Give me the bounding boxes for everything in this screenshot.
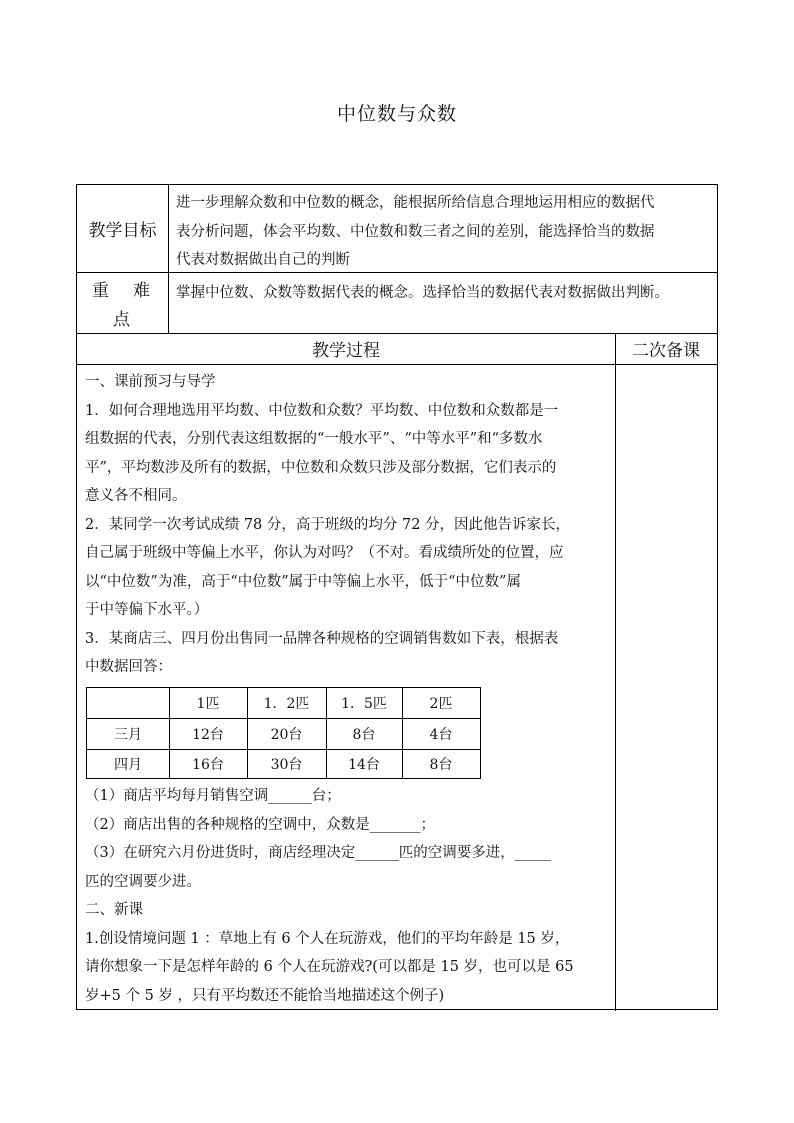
sales-table (86, 687, 481, 779)
new-lesson-line: 1.创设情境问题 1 ：草地上有 6 个人在玩游戏，他们的平均年龄是 15 岁， (85, 930, 570, 947)
key-points-label-part: 难 (133, 281, 150, 301)
question-2-line: 以“中位数”为准，高于“中位数”属于中等偏上水平，低于“中位数”属 (85, 573, 521, 590)
answer-blank[interactable]: ______ (355, 845, 399, 861)
sub-question-text: （1）商店平均每月销售空调 (85, 788, 269, 804)
question-2-line: 2．某同学一次考试成绩 78 分，高于班级的均分 72 分，因此他告诉家长， (85, 516, 571, 533)
sub-question-text: （3）在研究六月份进货时，商店经理决定 (85, 845, 356, 861)
new-lesson-line: 请你想象一下是怎样年龄的 6 个人在玩游戏?(可以都是 15 岁，也可以是 65 (85, 959, 574, 975)
sales-table-cell: 8台 (429, 757, 453, 773)
sales-table-cell: 四月 (114, 757, 142, 773)
new-lesson-line: 岁+5 个 5 岁 ，只有平均数还不能恰当地描述这个例子) (85, 987, 445, 1004)
key-points-label (77, 272, 168, 333)
key-points-text: 掌握中位数、众数等数据代表的概念。选择恰当的数据代表对数据做出判断。 (176, 285, 669, 301)
objective-line: 进一步理解众数和中位数的概念，能根据所给信息合理地运用相应的数据代 (176, 195, 655, 211)
second-prep-header: 二次备课 (632, 341, 700, 361)
question-2-line: 自己属于班级中等偏上水平，你认为对吗？（不对。看成绩所处的位置，应 (85, 545, 564, 561)
question-1-line: 1．如何合理地选用平均数、中位数和众数？平均数、中位数和众数都是一 (85, 402, 559, 419)
sub-question-1 (85, 782, 613, 811)
sales-table-cell: 三月 (114, 726, 142, 743)
sales-table-cell: 14台 (348, 757, 380, 773)
sub-question-3-continued: 匹的空调要少进。 (85, 873, 201, 890)
sales-table-cell: 8台 (352, 726, 376, 743)
answer-blank[interactable]: _____ (514, 845, 551, 861)
notes-column-divider (615, 333, 616, 1011)
sub-question-text: ； (420, 816, 435, 833)
sales-table-cell: 16台 (192, 757, 224, 773)
question-3-line: 3．某商店三、四月份出售同一品牌各种规格的空调销售数如下表，根据表 (85, 630, 559, 647)
sales-table-header: 2匹 (429, 696, 453, 712)
key-points-label-part: 点 (113, 310, 130, 330)
lesson-plan-table (76, 184, 718, 1010)
question-1-line: 组数据的代表，分别代表这组数据的“一般水平”、“中等水平”和“多数水 (85, 431, 543, 447)
objective-label: 教学目标 (88, 221, 157, 241)
key-points-label-part: 重 (92, 281, 109, 301)
sub-question-text: （2）商店出售的各种规格的空调中，众数是 (85, 816, 370, 833)
objective-line: 代表对数据做出自己的判断 (176, 252, 350, 268)
process-content (85, 368, 613, 682)
sales-table-header: 1匹 (196, 696, 220, 712)
row-divider (77, 364, 717, 365)
question-2-line: 于中等偏下水平。） (85, 602, 209, 618)
sales-table-cell: 12台 (192, 726, 224, 743)
question-1-line: 平”，平均数涉及所有的数据，中位数和众数只涉及部分数据，它们表示的 (85, 459, 557, 476)
answer-blank[interactable]: ______ (268, 788, 312, 804)
sales-table-header (87, 688, 169, 718)
objective-text (176, 189, 716, 275)
section-title: 二、新课 (85, 902, 143, 918)
label-column-divider (168, 185, 169, 333)
sub-question-text: 台； (311, 788, 341, 804)
process-header: 教学过程 (312, 341, 380, 361)
section-title: 一、课前预习与导学 (85, 374, 216, 390)
objective-line: 表分析问题，体会平均数、中位数和数三者之间的差别，能选择恰当的数据 (176, 223, 655, 240)
process-content-continued (85, 782, 613, 1010)
sales-table-cell: 4台 (429, 726, 453, 743)
question-3-line: 中数据回答： (85, 659, 172, 675)
sub-question-2 (85, 811, 613, 840)
sub-question-text: 匹的空调要多进， (398, 845, 515, 861)
sales-table-cell: 30台 (270, 757, 303, 773)
page-title: 中位数与众数 (336, 103, 457, 125)
sales-table-header: 1．5匹 (341, 696, 387, 712)
answer-blank[interactable]: _______ (369, 816, 421, 833)
sales-table-header: 1．2匹 (263, 696, 310, 712)
sales-table-cell: 20台 (270, 726, 303, 743)
question-1-line: 意义各不相同。 (85, 488, 187, 504)
sub-question-3 (85, 839, 613, 868)
